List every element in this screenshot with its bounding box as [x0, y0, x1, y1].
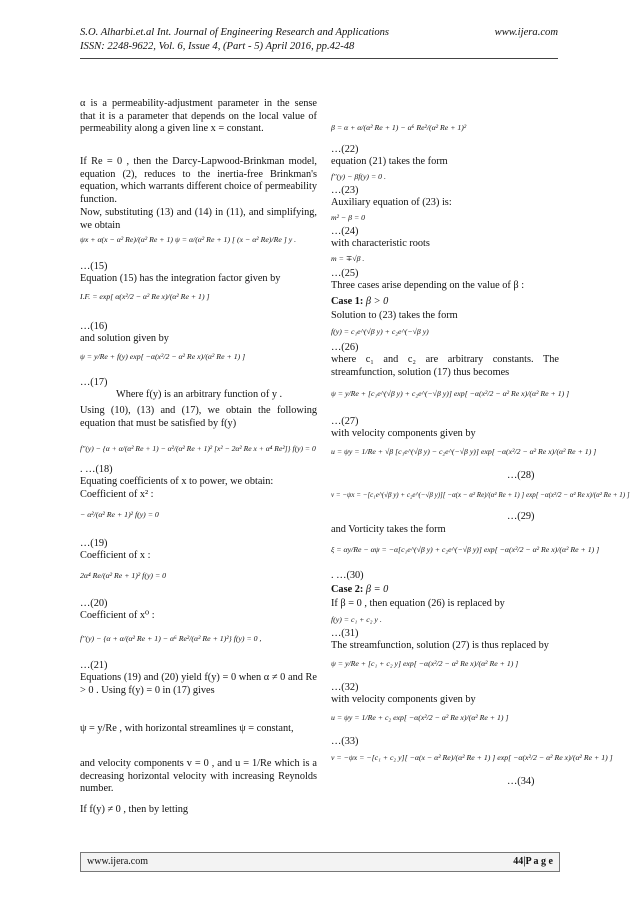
- equation-number: …(33): [331, 736, 359, 747]
- paragraph: with characteristic roots: [331, 238, 430, 249]
- equation-number: …(34): [507, 776, 535, 787]
- header-rule: [80, 58, 558, 59]
- equation-number: …(19): [80, 538, 108, 549]
- coefficient-label: Coefficient of x⁰ :: [80, 610, 155, 621]
- equation-number: …(31): [331, 628, 359, 639]
- equation-number: …(27): [331, 416, 359, 427]
- equation-31: f(y) = c₁ + c₂ y .: [331, 615, 382, 624]
- paragraph: Using (10), (13) and (17), we obtain the following equation that must be satisfied by f(y): [80, 405, 317, 429]
- coefficient-label: Coefficient of x² :: [80, 489, 154, 500]
- equation-number: …(32): [331, 682, 359, 693]
- paragraph: If β = 0 , then equation (26) is replaced by: [331, 598, 505, 609]
- case-label: Case 1:: [331, 296, 364, 307]
- paragraph: with velocity components given by: [331, 428, 476, 439]
- equation-17: ψ = y/Re + f(y) exp[ −α(x²/2 − α² Re x)/(α² Re + 1) ]: [80, 352, 246, 361]
- paragraph: where c₁ and c₂ are arbitrary constants. The streamfunction, solution (17) thus becomes: [331, 354, 559, 378]
- paragraph: Equations (19) and (20) yield f(y) = 0 when α ≠ 0 and Re > 0 . Using f(y) = 0 in (17) gives: [80, 672, 317, 696]
- paragraph: Now, substituting (13) and (14) in (11), and simplifying, we obtain: [80, 207, 317, 231]
- equation-34: v = −ψx = −[c₁ + c₂ y][ −α(x − α² Re)/(α² Re + 1) ] exp[ −α(x²/2 − α² Re x)/(α² Re + 1) ]: [331, 753, 613, 762]
- case-label: Case 2:: [331, 584, 364, 595]
- equation-15: ψx + α(x − α² Re)/(α² Re + 1) ψ = α/(α² Re + 1) [ (x − α² Re)/Re ] y .: [80, 235, 297, 244]
- equation-33: u = ψy = 1/Re + c₂ exp[ −α(x²/2 − α² Re x)/(α² Re + 1) ]: [331, 713, 509, 722]
- paragraph: with velocity components given by: [331, 694, 476, 705]
- equation-24: m² − β = 0: [331, 213, 366, 222]
- equation-number: …(20): [80, 598, 108, 609]
- coefficient-label: Coefficient of x :: [80, 550, 151, 561]
- equation-28: u = ψy = 1/Re + √β [c₁e^(√β y) − c₂e^(−√β y)] exp[ −α(x²/2 − α² Re x)/(α² Re + 1) ]: [331, 447, 597, 456]
- paragraph: Auxiliary equation of (23) is:: [331, 197, 452, 208]
- paragraph: The streamfunction, solution (27) is thus replaced by: [331, 640, 549, 651]
- paragraph: Three cases arise depending on the value of β :: [331, 280, 525, 291]
- equation-32: ψ = y/Re + [c₁ + c₂ y] exp[ −α(x²/2 − α² Re x)/(α² Re + 1) ]: [331, 659, 519, 668]
- running-header: [80, 26, 558, 54]
- paragraph: and velocity components v = 0 , and u = 1/Re which is a decreasing horizontal velocity with increasing Reynolds number.: [80, 758, 317, 795]
- equation-16: I.F. = exp[ α(x²/2 − α² Re x)/(α² Re + 1) ]: [80, 292, 210, 301]
- header-website[interactable]: www.ijera.com: [494, 27, 558, 38]
- equation-20: 2α⁴ Re/(α² Re + 1)² f(y) = 0: [80, 571, 167, 580]
- case-1-heading: [331, 296, 388, 309]
- paragraph: Equating coefficients of x to power, we obtain:: [80, 476, 274, 487]
- equation-26: f(y) = c₁e^(√β y) + c₂e^(−√β y): [331, 327, 429, 336]
- paragraph: Where f(y) is an arbitrary function of y .: [116, 389, 283, 400]
- paragraph: Solution to (23) takes the form: [331, 310, 458, 321]
- paragraph: Equation (15) has the integration factor given by: [80, 273, 281, 284]
- equation-number: …(28): [507, 470, 535, 481]
- equation-number: …(29): [507, 511, 535, 522]
- equation-23: f''(y) − βf(y) = 0 .: [331, 172, 386, 181]
- page-number: 44|P a g e: [513, 856, 553, 867]
- equation-22: β = α + α/(α² Re + 1) − α⁶ Re²/(α² Re + 1)²: [331, 123, 467, 132]
- header-issn: ISSN: 2248-9622, Vol. 6, Issue 4, (Part - 5) April 2016, pp.42-48: [80, 41, 355, 52]
- header-citation: S.O. Alharbi.et.al Int. Journal of Engineering Research and Applications: [80, 27, 390, 38]
- equation-25: m = ∓√β .: [331, 254, 365, 263]
- paragraph: ψ = y/Re , with horizontal streamlines ψ = constant,: [80, 723, 294, 734]
- paragraph: α is a permeability-adjustment parameter in the sense that it is a parameter that depends on the local value of permeability along a given line x = constant.: [80, 98, 317, 135]
- equation-number: . …(18): [80, 464, 113, 475]
- equation-number: …(25): [331, 268, 359, 279]
- paragraph: and solution given by: [80, 333, 169, 344]
- equation-21: f''(y) − {α + α/(α² Re + 1) − α⁶ Re²/(α² Re + 1)²} f(y) = 0 ,: [80, 634, 262, 643]
- equation-19: − α²/(α² Re + 1)² f(y) = 0: [80, 510, 159, 519]
- paragraph: If Re = 0 , then the Darcy-Lapwood-Brinkman model, equation (2), reduces to the inertia-free Brinkman's equation, which warrants different choice of permeability function.: [80, 156, 317, 205]
- case-2-heading: [331, 584, 388, 597]
- equation-18: f''(y) − {α + α/(α² Re + 1) − α²/(α² Re + 1)² [x² − 2α² Re x + α⁴ Re²]} f(y) = 0: [80, 444, 316, 453]
- paragraph: and Vorticity takes the form: [331, 524, 446, 535]
- paragraph: equation (21) takes the form: [331, 156, 448, 167]
- paragraph: If f(y) ≠ 0 , then by letting: [80, 804, 189, 815]
- equation-number: . …(30): [331, 570, 364, 581]
- equation-30: ξ = αy/Re − αψ = −α[c₁e^(√β y) + c₂e^(−√β y)] exp[ −α(x²/2 − α² Re x)/(α² Re + 1) ]: [331, 545, 600, 554]
- equation-number: …(23): [331, 185, 359, 196]
- equation-29: v = −ψx = −[c₁e^(√β y) + c₂e^(−√β y)][ −α(x − α² Re)/(α² Re + 1) ] exp[ −α(x²/2 − α² Re x)/(α² Re + 1) ]: [331, 491, 630, 499]
- equation-27: ψ = y/Re + [c₁e^(√β y) + c₂e^(−√β y)] exp[ −α(x²/2 − α² Re x)/(α² Re + 1) ]: [331, 389, 570, 398]
- equation-number: …(22): [331, 144, 359, 155]
- footer-website[interactable]: www.ijera.com: [87, 856, 148, 867]
- equation-number: …(24): [331, 226, 359, 237]
- page-footer: [80, 852, 560, 872]
- equation-number: …(21): [80, 660, 108, 671]
- case-condition: β = 0: [365, 584, 389, 595]
- equation-number: …(16): [80, 321, 108, 332]
- equation-number: …(17): [80, 377, 108, 388]
- equation-number: …(15): [80, 261, 108, 272]
- case-condition: β > 0: [365, 296, 389, 307]
- equation-number: …(26): [331, 342, 359, 353]
